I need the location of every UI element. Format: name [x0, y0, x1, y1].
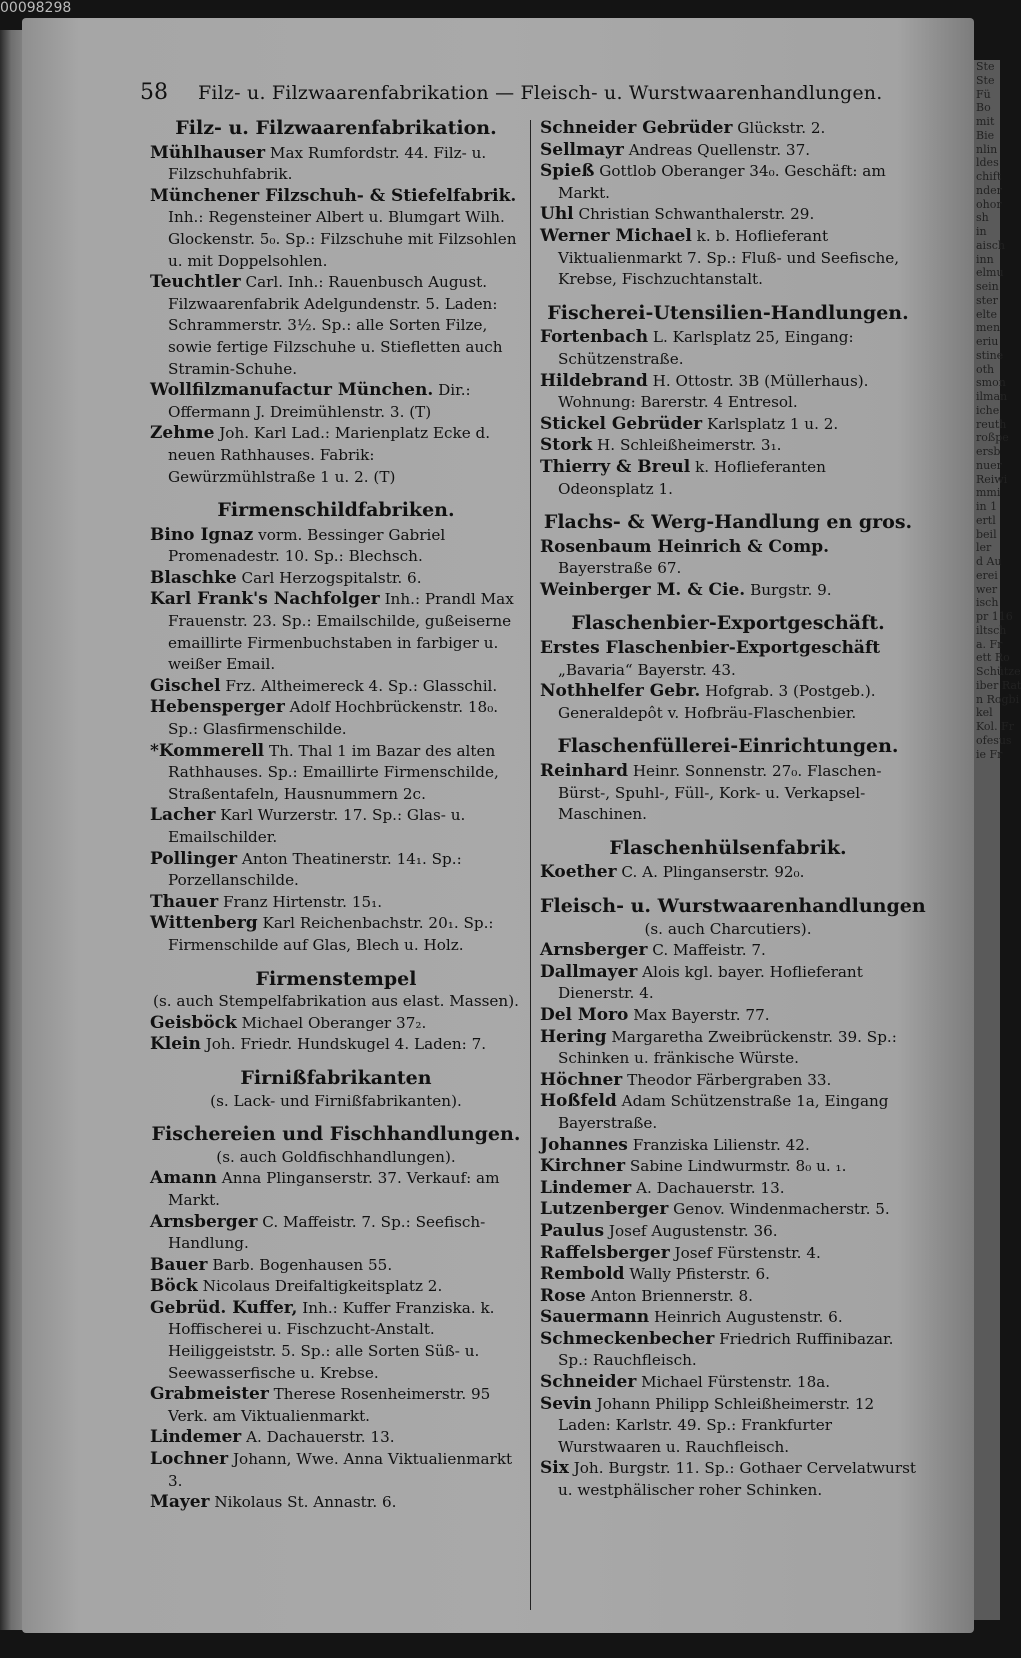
entry-details: Burgstr. 9.: [750, 580, 832, 599]
next-page-fragment: mit: [976, 115, 995, 128]
entry-name: Stork: [540, 435, 593, 456]
next-page-fragment: Schütze: [976, 665, 1021, 678]
entry-name: Paulus: [540, 1220, 605, 1241]
directory-entry: [150, 1384, 522, 1427]
next-page-fragment: eriu: [976, 335, 999, 348]
entry-details: Johann, Wwe. Anna Viktualienmarkt 3.: [168, 1450, 513, 1490]
directory-entry: [540, 1199, 916, 1221]
page-header: [140, 80, 900, 110]
entry-name: Rembold: [540, 1264, 625, 1285]
entry-details: vorm. Bessinger Gabriel Promenadestr. 10. Sp.: Blechsch.: [168, 525, 446, 566]
directory-entry: [150, 143, 522, 186]
entry-details: Carl Herzogspitalstr. 6.: [241, 568, 422, 587]
directory-entry: [150, 1449, 522, 1492]
next-page-fragment: oth: [976, 362, 995, 376]
directory-entry: [150, 1212, 522, 1255]
entry-name: Wollfilzmanufactur München.: [150, 380, 434, 401]
next-page-fragment: in 1: [976, 500, 998, 513]
directory-entry: [540, 118, 916, 140]
entry-details: Karl Reichenbachstr. 20₁. Sp.: Firmenschilde auf Glas, Blech u. Holz.: [168, 914, 494, 954]
entry-name: Lindemer: [150, 1427, 242, 1448]
entry-details: Heinrich Augustenstr. 6.: [653, 1308, 843, 1327]
entry-details: A. Dachauerstr. 13.: [246, 1428, 395, 1447]
entry-details: Therese Rosenheimerstr. 95 Verk. am Viktualienmarkt.: [168, 1385, 491, 1425]
next-page-fragment: reuth: [976, 417, 1007, 431]
entry-details: Inh.: Prandl Max Frauenstr. 23. Sp.: Emailschilde, gußeiserne emaillirte Firmenbuchstaben in farbiger u. weißer Email.: [168, 590, 514, 674]
directory-entry: [150, 1492, 522, 1514]
next-page-fragment: Kol. Fr: [976, 720, 1014, 733]
entry-details: „Bavaria“ Bayerstr. 43.: [558, 660, 736, 679]
entry-details: Friedrich Ruffinibazar. Sp.: Rauchfleisch.: [558, 1329, 894, 1370]
entry-details: Joh. Burgstr. 11. Sp.: Gothaer Cervelatwurst u. westphälischer roher Schinken.: [558, 1459, 916, 1500]
directory-entry: [150, 892, 522, 914]
directory-entry: [150, 1427, 522, 1449]
entry-name: Lindemer: [540, 1177, 632, 1198]
next-page-fragment: wer: [976, 582, 998, 596]
entry-name: Hildebrand: [540, 370, 648, 391]
next-page-fragment: pr 116: [976, 610, 1013, 623]
next-page-fragment: ertl: [976, 513, 996, 527]
directory-entry: [540, 204, 916, 226]
next-page-fragment: aisch: [976, 238, 1005, 252]
entry-name: Höchner: [540, 1069, 623, 1090]
entry-name: Schneider: [540, 1372, 637, 1393]
entry-name: Dallmayer: [540, 961, 638, 982]
directory-entry: [540, 1372, 916, 1394]
directory-entry: [150, 525, 522, 568]
entry-details: Bayerstraße 67.: [558, 559, 682, 578]
entry-details: Anna Plinganserstr. 37. Verkauf: am Markt.: [168, 1169, 500, 1209]
left-column: [150, 118, 522, 1514]
entry-details: Franziska Lilienstr. 42.: [632, 1135, 810, 1154]
entry-name: Arnsberger: [150, 1211, 258, 1232]
entry-details: Max Rumfordstr. 44. Filz- u. Filzschuhfabrik.: [168, 143, 487, 184]
directory-entry: [150, 741, 522, 806]
entry-name: Rosenbaum Heinrich & Comp.: [540, 536, 830, 557]
entry-details: C. A. Plinganserstr. 92₀.: [621, 863, 805, 882]
directory-entry: [150, 1168, 522, 1211]
next-page-fragment: iltsch: [976, 623, 1007, 637]
entry-details: k. Hoflieferanten Odeonsplatz 1.: [558, 457, 826, 498]
entry-name: Wittenberg: [150, 913, 258, 934]
entry-details: Gottlob Oberanger 34₀. Geschäft: am Markt.: [558, 162, 886, 202]
entry-name: Johannes: [540, 1134, 628, 1155]
next-page-fragment: kel: [976, 706, 993, 720]
section-heading: Firnißfabrikanten: [240, 1066, 432, 1089]
next-page-fragment: men: [976, 321, 1001, 335]
entry-details: Karl Wurzerstr. 17. Sp.: Glas- u. Emailschilder.: [168, 806, 466, 846]
entry-name: Bino Ignaz: [150, 524, 254, 545]
entry-details: Josef Augustenstr. 36.: [608, 1221, 778, 1240]
entry-name: Böck: [150, 1276, 198, 1297]
entry-name: Nothhelfer Gebr.: [540, 681, 701, 702]
entry-name: Hering: [540, 1026, 607, 1047]
scan-id: 00098298: [0, 0, 72, 16]
next-page-fragment: ofesus: [976, 733, 1012, 747]
entry-details: Alois kgl. bayer. Hoflieferant Dienerstr. 4.: [558, 962, 863, 1003]
section-heading: Flaschenhülsenfabrik.: [609, 836, 847, 859]
directory-entry: [540, 1178, 916, 1200]
directory-entry: [540, 962, 916, 1005]
entry-details: Th. Thal 1 im Bazar des alten Rathhauses. Sp.: Emaillirte Firmenschilde, Straßentafeln, Hausnummern 2c.: [168, 741, 499, 803]
directory-entry: [150, 272, 522, 380]
entry-name: Grabmeister: [150, 1384, 269, 1405]
directory-entry: [540, 327, 916, 370]
entry-name: Amann: [150, 1168, 217, 1189]
entry-details: H. Ottostr. 3B (Müllerhaus). Wohnung: Barerstr. 4 Entresol.: [558, 371, 869, 412]
entry-name: Gebrüd. Kuffer,: [150, 1297, 298, 1318]
next-page-fragment: roßpe: [976, 431, 1009, 445]
entry-details: C. Maffeistr. 7. Sp.: Seefisch-Handlung.: [168, 1212, 486, 1253]
directory-entry: [540, 1286, 916, 1308]
section-note: (s. auch Charcutiers).: [644, 919, 812, 938]
next-page-fragment: in: [976, 225, 987, 238]
next-page-fragment: ie Fr: [976, 747, 1003, 761]
section-heading: Firmenschildfabriken.: [217, 499, 455, 522]
directory-entry: [150, 423, 522, 488]
directory-entry: [540, 371, 916, 414]
entry-name: Sevin: [540, 1393, 592, 1414]
directory-entry: [540, 638, 916, 681]
next-page-fragment: Fü: [976, 87, 991, 101]
next-page-fragment: Bo: [976, 101, 991, 115]
next-page-fragment: ster: [976, 293, 998, 307]
next-page-fragment: ett Ro: [976, 651, 1010, 665]
next-page-fragment: Ste: [976, 60, 995, 73]
right-column: [540, 118, 926, 1502]
directory-entry: [150, 1255, 522, 1277]
entry-name: Stickel Gebrüder: [540, 413, 703, 434]
entry-details: Heinr. Sonnenstr. 27₀. Flaschen-Bürst-, Spuhl-, Füll-, Kork- u. Verkapsel-Maschinen.: [558, 762, 882, 824]
running-title: Filz- u. Filzwaarenfabrikation — Fleisch- u. Wurstwaarenhandlungen.: [198, 82, 883, 104]
entry-name: Lutzenberger: [540, 1199, 669, 1220]
entry-details: Inh.: Regensteiner Albert u. Blumgart Wilh. Glockenstr. 5₀. Sp.: Filzschuhe mit Filzsohlen u. mit Doppelsohlen.: [168, 208, 517, 270]
entry-details: Nicolaus Dreifaltigkeitsplatz 2.: [202, 1277, 443, 1296]
entry-details: L. Karlsplatz 25, Eingang: Schützenstraße.: [558, 328, 854, 368]
entry-details: Karlsplatz 1 u. 2.: [706, 414, 839, 433]
next-page-fragment: iber Rat: [976, 678, 1021, 692]
section-heading: Fleisch- u. Wurstwaarenhandlungen: [540, 895, 926, 917]
section-heading: Fischereien und Fischhandlungen.: [151, 1123, 521, 1146]
entry-name: Zehme: [150, 423, 215, 444]
entry-details: Theodor Färbergraben 33.: [627, 1070, 832, 1089]
directory-entry: [540, 761, 916, 826]
directory-entry: [150, 568, 522, 590]
directory-entry: [150, 380, 522, 423]
entry-details: Margaretha Zweibrückenstr. 39. Sp.: Schinken u. fränkische Würste.: [558, 1027, 897, 1068]
directory-entry: [150, 913, 522, 956]
entry-details: H. Schleißheimerstr. 3₁.: [597, 436, 782, 455]
entry-name: Schmeckenbecher: [540, 1328, 715, 1349]
page-number: 58: [140, 80, 168, 105]
entry-name: Teuchtler: [150, 272, 241, 293]
directory-entry: [540, 457, 916, 500]
entry-name: Geisböck: [150, 1012, 237, 1033]
next-page-fragment: n Rogbi: [976, 692, 1020, 706]
next-page-fragment: ler: [976, 541, 992, 555]
directory-entry: [540, 1221, 916, 1243]
entry-name: Thierry & Breul: [540, 456, 691, 477]
directory-entry: [540, 1329, 916, 1372]
directory-entry: [540, 537, 916, 580]
section-heading: Filz- u. Filzwaarenfabrikation.: [175, 117, 497, 139]
entry-name: Weinberger M. & Cie.: [540, 579, 746, 600]
entry-details: Adolf Hochbrückenstr. 18₀. Sp.: Glasfirmenschilde.: [168, 698, 499, 739]
directory-entry: [540, 940, 916, 962]
next-page-fragment: nder: [976, 183, 1002, 197]
entry-name: Six: [540, 1458, 569, 1479]
entry-details: Joh. Friedr. Hundskugel 4. Laden: 7.: [205, 1035, 487, 1054]
entry-details: Andreas Quellenstr. 37.: [628, 140, 811, 159]
next-page-fragment: Reiwi: [976, 472, 1008, 486]
directory-entry: [540, 1458, 916, 1501]
entry-name: Karl Frank's Nachfolger: [150, 589, 380, 610]
section-heading: Flachs- & Werg-Handlung en gros.: [543, 511, 913, 534]
entry-details: Nikolaus St. Annastr. 6.: [214, 1493, 397, 1512]
next-page-fragment: sh: [976, 211, 989, 225]
entry-details: Christian Schwanthalerstr. 29.: [578, 205, 815, 224]
directory-entry: [540, 140, 916, 162]
entry-details: Glückstr. 2.: [737, 119, 826, 137]
next-page-fragment: Ste: [976, 73, 995, 87]
directory-entry: [540, 1156, 916, 1178]
entry-details: Dir.: Offermann J. Dreimühlenstr. 3. (T): [168, 381, 471, 421]
directory-entry: [150, 186, 522, 272]
directory-entry: [540, 681, 916, 724]
next-page-fragment: isch: [976, 596, 999, 610]
next-page-fragment: ohor: [976, 197, 1002, 211]
entry-name: Kirchner: [540, 1156, 626, 1177]
entry-name: Münchener Filzschuh- & Stiefelfabrik.: [150, 185, 517, 206]
entry-details: Hofgrab. 3 (Postgeb.). Generaldepôt v. Hofbräu-Flaschenbier.: [558, 682, 876, 722]
directory-entry: [540, 1070, 916, 1092]
next-page-fragment: elte: [976, 307, 997, 321]
next-page-fragment: mmi: [976, 486, 1001, 500]
directory-entry: [540, 161, 916, 204]
next-page-fragment: iche: [976, 403, 1000, 417]
entry-name: Werner Michael: [540, 225, 692, 246]
entry-name: Reinhard: [540, 761, 628, 782]
entry-name: Del Moro: [540, 1004, 629, 1025]
entry-details: k. b. Hoflieferant Viktualienmarkt 7. Sp.: Fluß- und Seefische, Krebse, Fischzuchtanstalt.: [558, 226, 900, 289]
entry-details: Joh. Karl Lad.: Marienplatz Ecke d. neuen Rathhauses. Fabrik: Gewürzmühlstraße 1 u. 2. (T): [168, 424, 491, 486]
entry-details: Michael Oberanger 37₂.: [241, 1013, 427, 1032]
section-heading: Fischerei-Utensilien-Handlungen.: [547, 301, 909, 324]
directory-entry: [150, 805, 522, 848]
entry-details: Inh.: Kuffer Franziska. k. Hoffischerei u. Fischzucht-Anstalt. Heiliggeiststr. 5. Sp.: alle Sorten Süß- u. Seewasserfische u. Krebse.: [168, 1298, 495, 1382]
entry-name: Sauermann: [540, 1307, 650, 1328]
next-page-fragment: nlin: [976, 142, 998, 156]
directory-entry: [150, 697, 522, 740]
entry-name: Hoßfeld: [540, 1091, 617, 1112]
entry-name: *Kommerell: [150, 740, 265, 761]
directory-entry: [540, 414, 916, 436]
entry-details: Josef Fürstenstr. 4.: [674, 1243, 821, 1262]
directory-entry: [540, 1243, 916, 1265]
directory-entry: [150, 676, 522, 698]
next-page-fragment: smon: [976, 376, 1006, 390]
entry-name: Erstes Flaschenbier-Exportgeschäft: [540, 638, 881, 659]
section-note: (s. Lack- und Firnißfabrikanten).: [210, 1091, 462, 1110]
section-note: (s. auch Goldfischhandlungen).: [216, 1147, 456, 1166]
entry-details: Frz. Altheimereck 4. Sp.: Glasschil.: [225, 676, 498, 695]
entry-name: Klein: [150, 1034, 201, 1055]
entry-details: Carl. Inh.: Rauenbusch August. Filzwaarenfabrik Adelgundenstr. 5. Laden: Schrammerstr. 3½. Sp.: alle Sorten Filze, sowie fertige Filzschuhe u. Stiefletten auch Stramin-Schuhe.: [168, 273, 503, 378]
next-page-fragment: nuer: [976, 458, 1002, 472]
directory-entry: [540, 862, 916, 884]
entry-details: Genov. Windenmacherstr. 5.: [673, 1200, 890, 1219]
directory-entry: [540, 1091, 916, 1134]
directory-entry: [540, 1394, 916, 1459]
entry-details: Sabine Lindwurmstr. 8₀ u. ₁.: [629, 1157, 847, 1176]
entry-name: Blaschke: [150, 567, 237, 588]
entry-name: Bauer: [150, 1254, 208, 1275]
directory-entry: [540, 1005, 916, 1027]
section-heading: Flaschenbier-Exportgeschäft.: [571, 612, 885, 635]
directory-entry: [540, 1307, 916, 1329]
next-page-fragment: inn: [976, 252, 994, 266]
directory-entry: [150, 1034, 522, 1056]
next-page-fragment: beil: [976, 527, 997, 541]
next-page-fragment: stine: [976, 348, 1004, 362]
entry-name: Mühlhauser: [150, 142, 266, 163]
directory-entry: [540, 580, 916, 602]
entry-name: Fortenbach: [540, 327, 649, 348]
entry-details: Adam Schützenstraße 1a, Eingang Bayerstraße.: [558, 1092, 889, 1132]
directory-entry: [150, 1013, 522, 1035]
next-page-fragment: ilman: [976, 390, 1008, 403]
entry-details: A. Dachauerstr. 13.: [636, 1178, 785, 1197]
entry-name: Schneider Gebrüder: [540, 118, 733, 138]
entry-details: Wally Pfisterstr. 6.: [629, 1265, 770, 1284]
entry-name: Koether: [540, 862, 617, 883]
next-page-fragment: chift: [976, 170, 1002, 183]
entry-details: Max Bayerstr. 77.: [633, 1005, 770, 1024]
entry-name: Hebensperger: [150, 697, 285, 718]
directory-entry: [150, 1298, 522, 1384]
section-heading: Firmenstempel: [255, 967, 417, 990]
next-page-fragment: sein: [976, 280, 999, 293]
directory-entry: [540, 226, 916, 291]
next-page-fragment: erei: [976, 568, 998, 582]
entry-name: Thauer: [150, 891, 219, 912]
entry-name: Lacher: [150, 805, 216, 826]
entry-name: Lochner: [150, 1449, 229, 1470]
directory-entry: [540, 1027, 916, 1070]
directory-entry: [150, 849, 522, 892]
next-page-fragment: d Au: [976, 555, 1002, 568]
entry-details: Anton Briennerstr. 8.: [590, 1286, 754, 1305]
entry-name: Arnsberger: [540, 940, 648, 961]
entry-name: Rose: [540, 1285, 586, 1306]
entry-name: Pollinger: [150, 848, 238, 869]
entry-details: Barb. Bogenhausen 55.: [212, 1255, 393, 1274]
next-page-fragment: Bie: [976, 128, 995, 142]
directory-entry: [150, 1276, 522, 1298]
entry-details: C. Maffeistr. 7.: [652, 941, 766, 960]
next-page-fragment: a. Fr: [976, 637, 1003, 651]
entry-details: Franz Hirtenstr. 15₁.: [223, 892, 383, 911]
directory-entry: [150, 589, 522, 675]
column-divider: [530, 120, 531, 1610]
next-page-fragment: ersb: [976, 445, 1001, 458]
entry-details: Michael Fürstenstr. 18a.: [641, 1373, 831, 1392]
entry-name: Sellmayr: [540, 139, 624, 160]
entry-details: Anton Theatinerstr. 14₁. Sp.: Porzellanschilde.: [168, 849, 462, 890]
entry-name: Uhl: [540, 204, 574, 225]
directory-entry: [540, 435, 916, 457]
directory-entry: [540, 1135, 916, 1157]
section-note: (s. auch Stempelfabrikation aus elast. Massen).: [153, 992, 519, 1011]
directory-entry: [540, 1264, 916, 1286]
entry-name: Mayer: [150, 1492, 210, 1513]
next-page-edge: [974, 60, 1021, 1620]
next-page-fragment: ldes: [976, 156, 999, 170]
entry-name: Spieß: [540, 161, 595, 182]
entry-name: Gischel: [150, 675, 221, 696]
entry-details: Johann Philipp Schleißheimerstr. 12 Laden: Karlstr. 49. Sp.: Frankfurter Wurstwaaren u. Rauchfleisch.: [558, 1394, 875, 1456]
section-heading: Flaschenfüllerei-Einrichtungen.: [557, 735, 899, 758]
entry-name: Raffelsberger: [540, 1242, 670, 1263]
next-page-fragment: elmu: [976, 266, 1004, 280]
